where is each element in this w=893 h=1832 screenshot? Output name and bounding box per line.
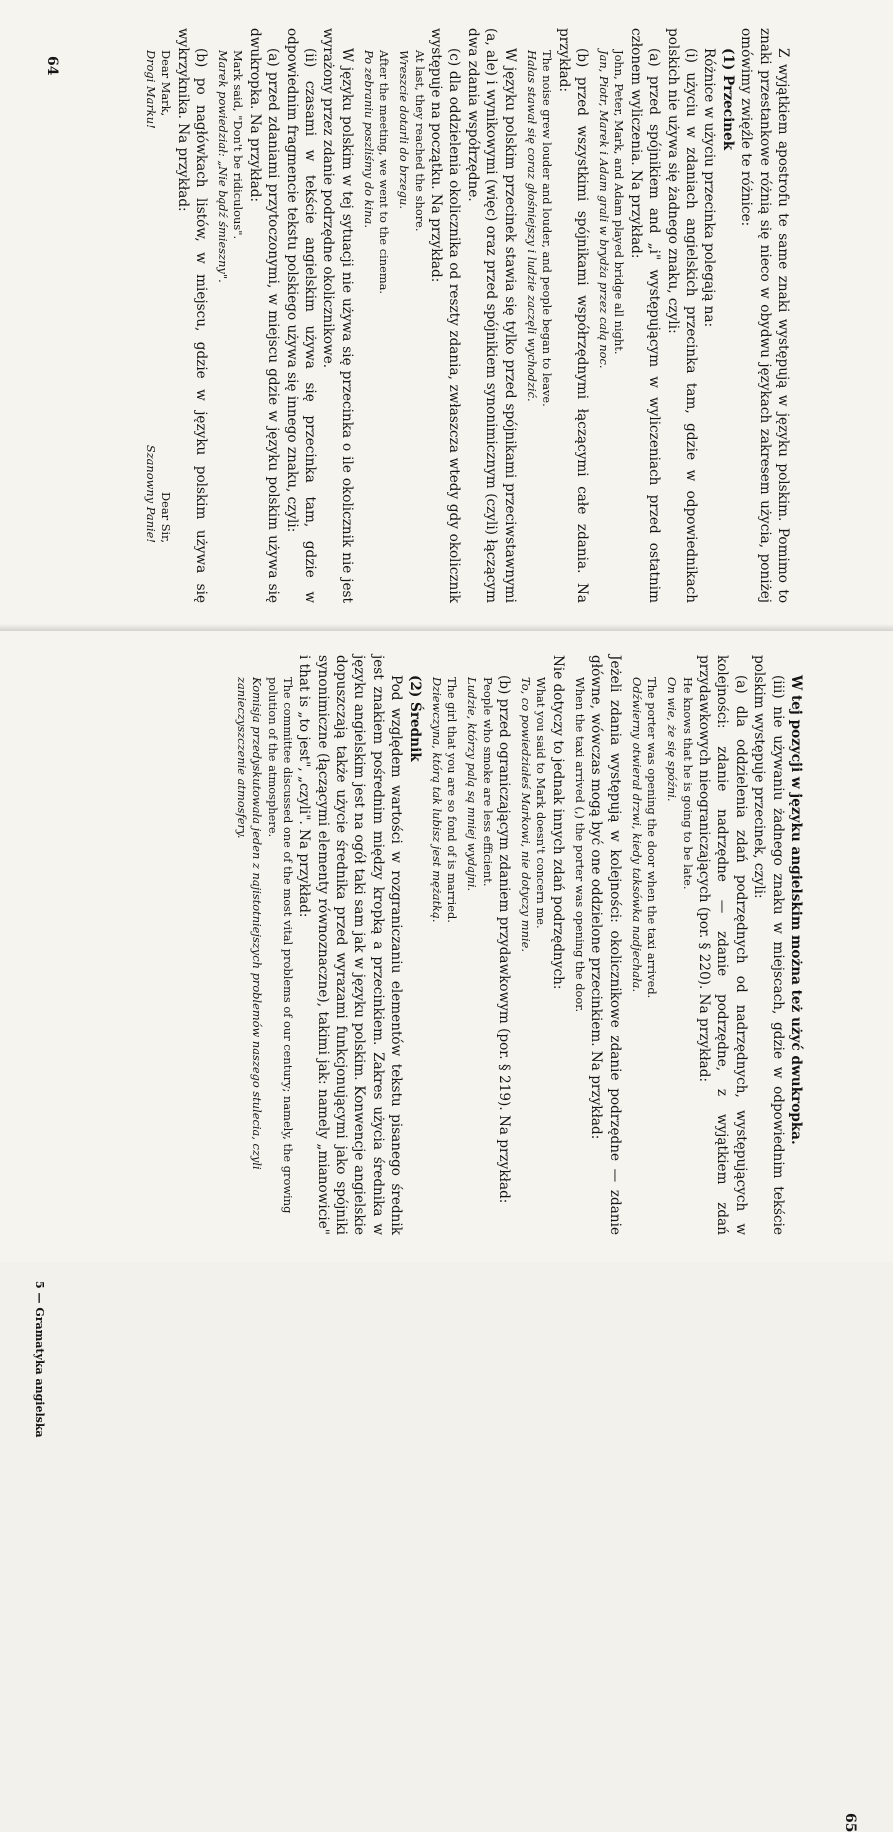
example-polish: Po zebraniu poszliśmy do kina. xyxy=(362,50,377,228)
paragraph: (b) przed ograniczającym zdaniem przydawkowym (por. § 219). Na przykład: xyxy=(495,675,512,1204)
page-64-text xyxy=(92,28,792,603)
example-english: After the meeting, we went to the cinema. xyxy=(377,50,392,295)
example-polish: Marek powiedział: „Nie bądź śmieszny". xyxy=(216,50,231,283)
paragraph: (b) przed wszystkimi spójnikami współrzędnymi łączącymi całe zdania. Na przykład: xyxy=(555,28,590,603)
signature-footer: 5 — Gramatyka angielska xyxy=(33,1281,46,1438)
page-64 xyxy=(0,0,893,631)
paragraph: Jeżeli zdania występują w kolejności: okolicznikowe zdanie podrzędne — zdanie główne, wówczas mogą być one oddzielone przecinkiem. Na przykład: xyxy=(588,655,623,1235)
letter-heading: Szanowny Panie! xyxy=(144,444,159,543)
example-polish: Hałas stawał się coraz głośniejszy i ludzie zaczęli wychodzić. xyxy=(524,50,539,402)
paragraph: (a) dla oddzielenia zdań podrzędnych od nadrzędnych, występujących w kolejności: zdanie nadrzędne — zdanie podrzędne, z wyjątkiem zdań przydawkowych nieograniczających (por. § 220). Na przykład: xyxy=(695,655,749,1235)
paragraph: (iii) nie używaniu żadnego znaku w miejscach, gdzie w odpowiednim tekście polskim występuje przecinek, czyli: xyxy=(751,655,786,1235)
paragraph: W języku polskim w tej sytuacji nie używa się przecinka o ile okolicznik nie jest wyrażony przez zdanie podrzędne okolicznikowe. xyxy=(320,28,355,603)
example-polish: On wie, że się spóźni. xyxy=(665,677,680,802)
paragraph: (ii) czasami w tekście angielskim używa się przecinka tam, gdzie w odpowiednim fragmencie tekstu polskiego używa się innego znaku, czyli: xyxy=(283,28,319,603)
example-english: The noise grew louder and louder, and people began to leave. xyxy=(540,50,555,407)
page-65 xyxy=(0,631,893,1832)
example-polish: To, co powiedziałeś Markowi, nie dotyczy mnie. xyxy=(519,677,534,952)
example-english: People who smoke are less efficient. xyxy=(480,677,495,887)
example-english: Mark said, "Don't be ridiculous". xyxy=(231,50,246,240)
example-english: He knows that he is going to be late. xyxy=(680,677,695,890)
example-polish: Wreszcie dotarli do brzegu. xyxy=(397,50,412,209)
example-polish: Komisja przedyskutowała jeden z najistotniejszych problemów naszego stulecia, czyli zanieczyszczenie atmosfery. xyxy=(235,677,265,1170)
page-number: 64 xyxy=(44,56,60,76)
letter-heading: Dear Mark, xyxy=(159,50,174,117)
intro-paragraph: Z wyjątkiem apostrofu te same znaki występują w języku polskim. Pomimo to znaki przestankowe różnią się nieco w obydwu językach zakresem użycia, poniżej omówimy zwięźle te różnice: xyxy=(738,28,791,603)
letter-headings-english xyxy=(158,50,173,543)
letter-headings-polish xyxy=(143,50,158,543)
example-polish: Dziewczyna, którą tak lubisz jest mężatką. xyxy=(429,677,444,923)
paragraph: (c) dla oddzielenia okolicznika od reszty zdania, zwłaszcza wtedy gdy okolicznik występuje na początku. Na przykład: xyxy=(428,28,463,603)
paragraph: Różnice w użyciu przecinka polegają na: xyxy=(701,48,718,328)
page-number: 65 xyxy=(842,1813,858,1832)
paragraph: (i) użyciu w zdaniach angielskich przecinka tam, gdzie w odpowiednikach polskich nie używa się żadnego znaku, czyli: xyxy=(664,28,699,603)
example-english: The girl that you are so fond of is married. xyxy=(445,677,460,923)
page-65-text xyxy=(100,655,805,1235)
section-heading-comma: (1) Przecinek xyxy=(719,48,736,151)
example-english: When the taxi arrived (,) the porter was opening the door. xyxy=(572,677,587,1013)
paragraph: Nie dotyczy to jednak innych zdań podrzędnych: xyxy=(549,655,566,990)
letter-heading: Drogi Marku! xyxy=(144,50,159,129)
example-english: At last, they reached the shore. xyxy=(412,50,427,232)
section-heading-semicolon: (2) Średnik xyxy=(406,675,423,762)
example-english: The porter was opening the door when the taxi arrived. xyxy=(645,677,660,999)
paragraph: (a) przed spójnikiem and „i" występującym w wyliczeniach przed ostatnim członem wyliczenia. Na przykład: xyxy=(627,28,663,603)
letter-heading: Dear Sir, xyxy=(159,492,174,543)
paragraph: Pod względem wartości w rozgraniczaniu elementów tekstu pisanego średnik jest znakiem pośrednim między kropką a przecinkiem. Zakres użycia średnika w języku angielskim jest na ogół taki sam jak w języku polskim. Konwencje angielskie dopuszczają także użycie średnika przed wyrazami funkcjonującymi jako spójniki synonimiczne (łączącymi elementy równoznaczne), takimi jak: namely „mianowicie" i that is „to jest", „czyli". Na przykład: xyxy=(296,655,405,1235)
example-english: The committee discussed one of the most vital problems of our century; namely, the growing polution of the atmosphere. xyxy=(265,677,295,1214)
paragraph: (a) przed zdaniami przytoczonymi, w miejscu gdzie w języku polskim używa się dwukropka. Na przykład: xyxy=(246,28,282,603)
example-english: What you said to Mark doesn't concern me. xyxy=(534,677,549,929)
paragraph: W języku polskim przecinek stawia się tylko przed spójnikami przeciwstawnymi (a, ale) i wynikowymi (więc) oraz przed spójnikiem synonimicznym (czyli) łączącym dwa zdania współrzędne. xyxy=(464,28,518,603)
example-polish: Odźwierny otwierał drzwi, kiedy taksówka nadjechała. xyxy=(629,677,644,993)
example-polish: Ludzie, którzy palą są mniej wydajni. xyxy=(465,677,480,892)
paragraph: (b) po nagłówkach listów, w miejscu, gdzie w języku polskim używa się wykrzyknika. Na przykład: xyxy=(174,28,210,603)
example-english: John, Peter, Mark, and Adam played bridge all night. xyxy=(612,50,627,355)
example-polish: Jan, Piotr, Marek i Adam grali w brydża przez całą noc. xyxy=(597,50,612,369)
paragraph: W tej pozycji w języku angielskim można też użyć dwukropka. xyxy=(788,675,804,1145)
